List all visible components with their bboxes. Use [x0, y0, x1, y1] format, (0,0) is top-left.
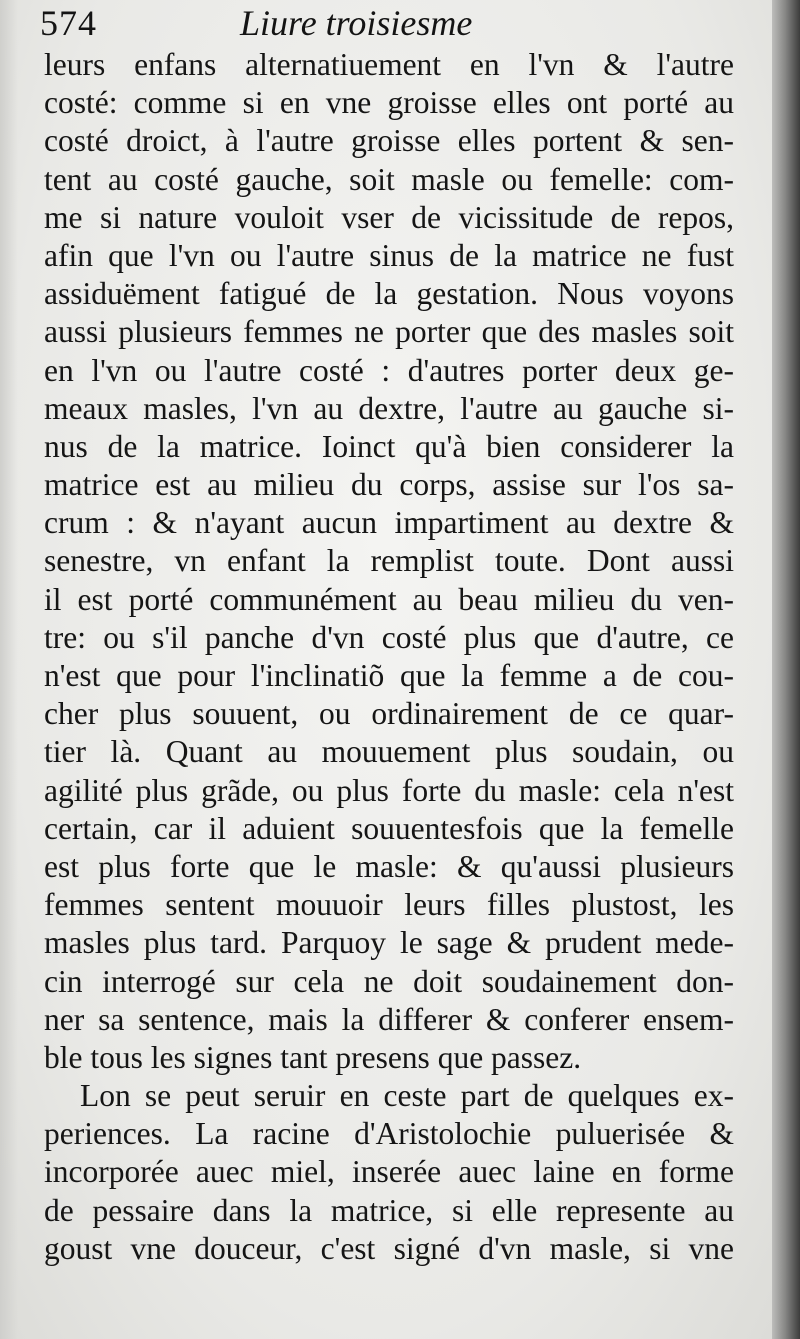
- text-line: aussi plusieurs femmes ne porter que des masles soit: [44, 314, 734, 350]
- text-line: nus de la matrice. Ioinct qu'à bien considerer la: [44, 428, 734, 464]
- text-line: meaux masles, l'vn au dextre, l'autre au gauche si-: [44, 390, 734, 426]
- page-left-edge: [0, 0, 18, 1339]
- text-line: assiduëment fatigué de la gestation. Nous voyons: [44, 276, 734, 312]
- text-line: femmes sentent mouuoir leurs filles plustost, les: [44, 887, 734, 923]
- binding-gutter: [772, 0, 800, 1339]
- text-line: agilité plus grãde, ou plus forte du masle: cela n'est: [44, 772, 734, 808]
- running-title: Liure troisiesme: [240, 3, 473, 43]
- text-line: tier là. Quant au mouuement plus soudain, ou: [44, 734, 734, 770]
- text-line: costé: comme si en vne groisse elles ont porté au: [44, 85, 734, 121]
- text-line: senestre, vn enfant la remplist toute. Dont aussi: [44, 543, 734, 579]
- text-line: leurs enfans alternatiuement en l'vn & l'autre: [44, 47, 734, 82]
- text-line: ner sa sentence, mais la differer & conferer ensem-: [44, 1001, 734, 1037]
- text-line: tent au costé gauche, soit masle ou femelle: com-: [44, 161, 734, 197]
- text-line: afin que l'vn ou l'autre sinus de la matrice ne fust: [44, 237, 734, 273]
- text-line: tre: ou s'il panche d'vn costé plus que d'autre, ce: [44, 619, 734, 655]
- text-line: crum : & n'ayant aucun impartiment au dextre &: [44, 505, 734, 541]
- paragraph-end-line: ble tous les signes tant presens que passez.: [44, 1039, 582, 1075]
- text-line: goust vne douceur, c'est signé d'vn masle, si vne: [44, 1230, 734, 1266]
- text-line: me si nature vouloit vser de vicissitude de repos,: [44, 199, 734, 235]
- body-text: [44, 46, 734, 1268]
- text-line: cher plus souuent, ou ordinairement de ce quar-: [44, 696, 734, 732]
- text-line: en l'vn ou l'autre costé : d'autres porter deux ge-: [44, 352, 734, 388]
- text-line: matrice est au milieu du corps, assise sur l'os sa-: [44, 467, 734, 503]
- text-line: de pessaire dans la matrice, si elle represente au: [44, 1192, 734, 1228]
- text-line: n'est que pour l'inclinatiõ que la femme a de cou-: [44, 658, 734, 693]
- text-line: periences. La racine d'Aristolochie puluerisée &: [44, 1116, 734, 1152]
- text-line: il est porté communément au beau milieu du ven-: [44, 581, 734, 617]
- text-line: incorporée auec miel, inserée auec laine en forme: [44, 1154, 734, 1190]
- text-line: masles plus tard. Parquoy le sage & prudent mede-: [44, 925, 734, 961]
- text-line: est plus forte que le masle: & qu'aussi plusieurs: [44, 848, 734, 884]
- text-line: cin interrogé sur cela ne doit soudainement don-: [44, 963, 734, 999]
- text-line: costé droict, à l'autre groisse elles portent & sen-: [44, 123, 734, 159]
- page-number: 574: [40, 3, 97, 43]
- paragraph-start-line: Lon se peut seruir en ceste part de quelques ex-: [80, 1078, 734, 1114]
- running-head: [40, 2, 740, 48]
- text-line: certain, car il aduient souuentesfois que la femelle: [44, 810, 734, 846]
